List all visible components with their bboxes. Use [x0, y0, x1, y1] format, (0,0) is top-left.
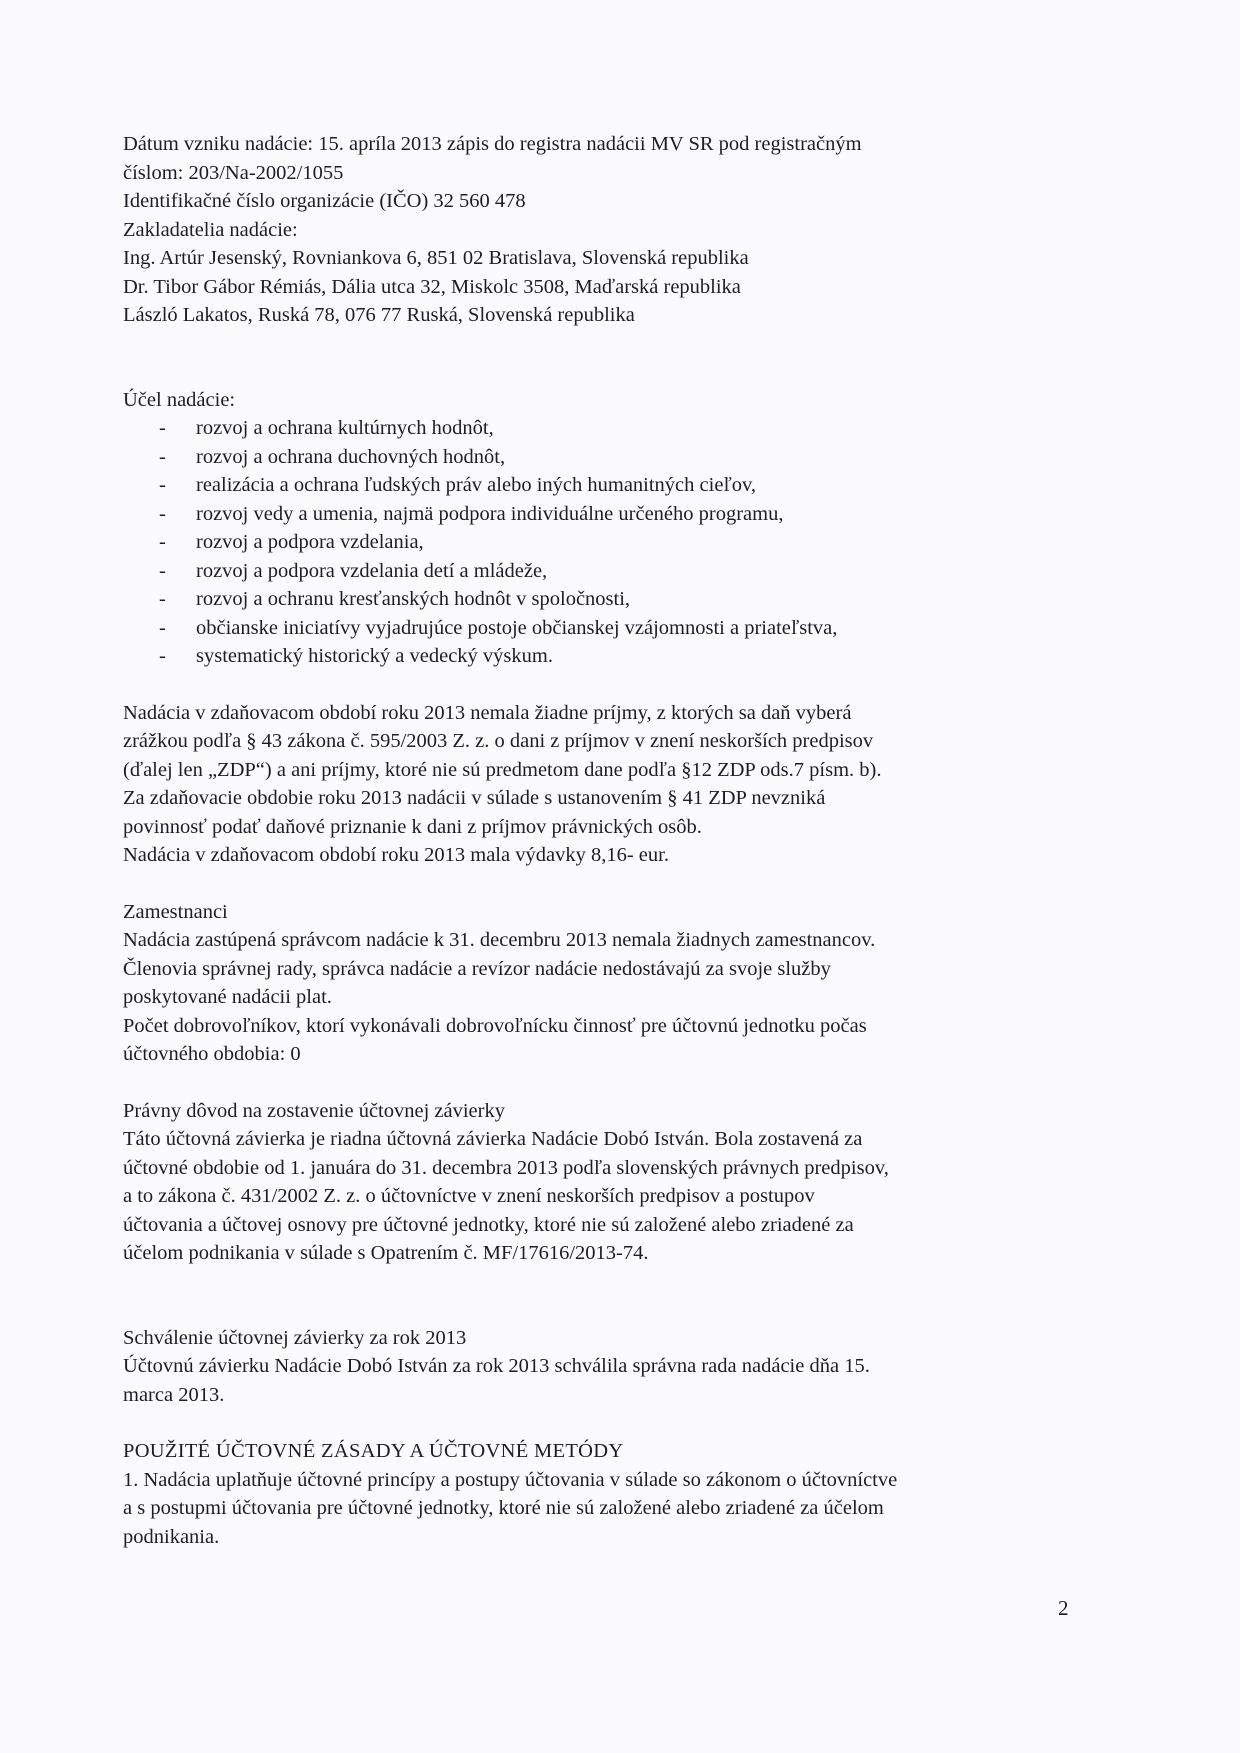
list-item-text: rozvoj a ochrana duchovných hodnôt,: [196, 445, 506, 468]
list-item-text: rozvoj a ochrana kultúrnych hodnôt,: [196, 417, 494, 439]
paragraph-line: Počet dobrovoľníkov, ktorí vykonávali dobrovoľnícku činnosť pre účtovnú jednotku počas: [123, 1014, 867, 1037]
page-content: [123, 130, 1083, 1551]
list-item: [123, 528, 1083, 557]
paragraph-line: účtovné obdobie od 1. januára do 31. decembra 2013 podľa slovenských právnych predpisov,: [123, 1156, 889, 1179]
paragraph-line: a s postupmi účtovania pre účtovné jednotky, ktoré nie sú založené alebo zriadené za účelom: [123, 1497, 884, 1519]
list-item: [123, 585, 1083, 614]
bullet-dash: -: [159, 417, 166, 439]
paragraph-line: Členovia správnej rady, správca nadácie a revízor nadácie nedostávajú za svoje služby: [123, 957, 831, 980]
list-item-text: rozvoj a podpora vzdelania,: [196, 531, 424, 553]
list-item: [123, 414, 1083, 443]
list-item-text: rozvoj vedy a umenia, najmä podpora individuálne určeného programu,: [196, 502, 784, 525]
approval-section: [123, 1324, 1083, 1410]
founding-date-line: Dátum vzniku nadácie: 15. apríla 2013 zápis do registra nadácii MV SR pod registračným: [123, 133, 862, 155]
paragraph-line: účtovného obdobia: 0: [123, 1043, 301, 1065]
section-title: Zamestnanci: [123, 900, 228, 923]
paragraph-line: Za zdaňovacie obdobie roku 2013 nadácii v súlade s ustanovením § 41 ZDP nevzniká: [123, 787, 826, 809]
bullet-dash: -: [159, 588, 166, 610]
bullet-dash: -: [159, 502, 166, 525]
ico-line: Identifikačné číslo organizácie (IČO) 32 560 478: [123, 190, 526, 212]
list-item: [123, 642, 1083, 671]
founder-line: Dr. Tibor Gábor Rémiás, Dália utca 32, Miskolc 3508, Maďarská republika: [123, 275, 741, 298]
list-item-text: realizácia a ochrana ľudských práv alebo iných humanitných cieľov,: [196, 474, 757, 496]
paragraph-line: podnikania.: [123, 1525, 220, 1548]
paragraph-line: účelom podnikania v súlade s Opatrením č. MF/17616/2013-74.: [123, 1242, 649, 1264]
bullet-dash: -: [159, 474, 166, 496]
paragraph-line: Nadácia v zdaňovacom období roku 2013 nemala žiadne príjmy, z ktorých sa daň vyberá: [123, 701, 852, 724]
founder-line: László Lakatos, Ruská 78, 076 77 Ruská, Slovenská republika: [123, 304, 635, 326]
bullet-dash: -: [159, 445, 166, 468]
list-item-text: občianske iniciatívy vyjadrujúce postoje občianskej vzájomnosti a priateľstva,: [196, 616, 838, 639]
legal-basis-section: [123, 1097, 1083, 1268]
list-item-text: rozvoj a ochranu kresťanských hodnôt v spoločnosti,: [196, 588, 631, 610]
paragraph-line: Nadácia v zdaňovacom období roku 2013 mala výdavky 8,16- eur.: [123, 844, 669, 866]
list-item: [123, 557, 1083, 586]
bullet-dash: -: [159, 616, 166, 639]
paragraph-line: účtovania a účtovej osnovy pre účtovné jednotky, ktoré nie sú založené alebo zriadené za: [123, 1213, 854, 1236]
list-item-text: rozvoj a podpora vzdelania detí a mládeže,: [196, 559, 548, 582]
principles-section: [123, 1437, 1083, 1551]
founder-line: Ing. Artúr Jesenský, Rovniankova 6, 851 02 Bratislava, Slovenská republika: [123, 247, 749, 269]
employees-section: [123, 898, 1083, 1069]
purpose-title: Účel nadácie:: [123, 388, 236, 411]
paragraph-line: marca 2013.: [123, 1383, 225, 1406]
founders-heading: Zakladatelia nadácie:: [123, 218, 298, 241]
registration-number-line: číslom: 203/Na-2002/1055: [123, 161, 344, 184]
section-title: Schválenie účtovnej závierky za rok 2013: [123, 1326, 467, 1349]
bullet-dash: -: [159, 645, 166, 667]
paragraph-line: poskytované nadácii plat.: [123, 986, 332, 1008]
paragraph-line: Táto účtovná závierka je riadna účtovná závierka Nadácie Dobó István. Bola zostavená za: [123, 1128, 863, 1150]
list-item: [123, 471, 1083, 500]
paragraph-line: Účtovnú závierku Nadácie Dobó István za rok 2013 schválila správna rada nadácie dňa 15.: [123, 1355, 870, 1377]
list-item-text: systematický historický a vedecký výskum.: [196, 645, 553, 667]
section-title: Právny dôvod na zostavenie účtovnej závierky: [123, 1099, 505, 1122]
bullet-dash: -: [159, 559, 166, 582]
list-item: [123, 500, 1083, 529]
section-heading: POUŽITÉ ÚČTOVNÉ ZÁSADY A ÚČTOVNÉ METÓDY: [123, 1440, 624, 1462]
tax-section: [123, 699, 1083, 870]
foundation-info: [123, 130, 1083, 330]
purpose-section: [123, 386, 1083, 671]
paragraph-line: povinnosť podať daňové priznanie k dani z príjmov právnických osôb.: [123, 815, 702, 838]
list-item: [123, 443, 1083, 472]
paragraph-line: a to zákona č. 431/2002 Z. z. o účtovníctve v znení neskorších predpisov a postupov: [123, 1185, 815, 1207]
bullet-dash: -: [159, 531, 166, 553]
list-item: [123, 614, 1083, 643]
paragraph-line: (ďalej len „ZDP“) a ani príjmy, ktoré nie sú predmetom dane podľa §12 ZDP ods.7 písm. b).: [123, 758, 882, 781]
page-number: 2: [1058, 1596, 1069, 1620]
paragraph-line: Nadácia zastúpená správcom nadácie k 31. decembru 2013 nemala žiadnych zamestnancov.: [123, 929, 876, 951]
purpose-list: [123, 414, 1083, 671]
paragraph-line: 1. Nadácia uplatňuje účtovné princípy a postupy účtovania v súlade so zákonom o účtovníctve: [123, 1468, 898, 1491]
paragraph-line: zrážkou podľa § 43 zákona č. 595/2003 Z. z. o dani z príjmov v znení neskorších predpisov: [123, 730, 874, 752]
